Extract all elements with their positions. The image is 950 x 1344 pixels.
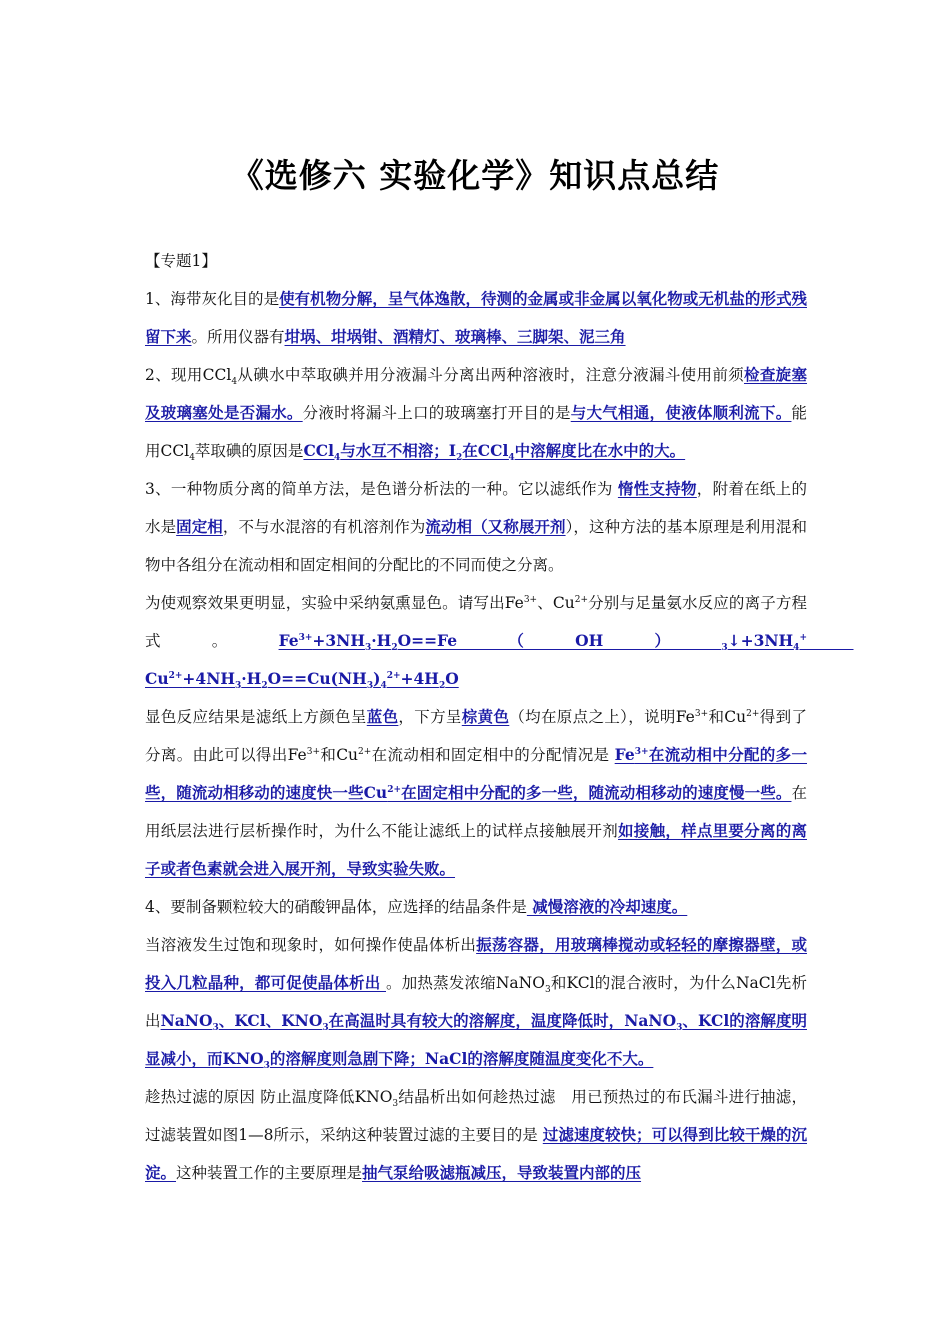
answer: 过滤速度较快；可以得到比较干燥的沉淀。 (145, 1125, 807, 1182)
superscript: 3+ (523, 594, 538, 605)
superscript: 2+ (574, 594, 589, 605)
paragraph-6 (145, 888, 807, 926)
text: 在固定相中分配的多一些，随流动相移动的速度慢一些。 (401, 783, 792, 802)
text: 当溶液发生过饱和现象时，如何操作使晶体析出 (145, 936, 477, 954)
subscript: 3 (392, 1099, 399, 1110)
text: O==Cu(NH (267, 669, 367, 688)
superscript: 2+ (746, 708, 760, 719)
text: 在流动相中分配的多一些，随流动相移动的速度快一些Cu (145, 745, 807, 802)
text: 和KCl的混合液时，为什么NaCl先析出 (145, 974, 807, 1030)
text: ) (373, 669, 381, 688)
text: ，下方呈 (398, 708, 462, 726)
subscript: 4 (508, 453, 515, 464)
text: 在用纸层法进行层析操作时，为什么不能让滤纸上的试样点接触展开剂 (145, 784, 807, 840)
text: +3NH (312, 631, 365, 650)
text: NaNO (160, 1011, 213, 1030)
answer: 减慢溶液的冷却速度。 (526, 897, 688, 916)
superscript: 2+ (387, 784, 402, 795)
text: ↓+3NH (727, 631, 794, 650)
text: 为使观察效果更明显，实验中采纳氨熏显色。请写出Fe (145, 594, 524, 612)
text: CCl (303, 441, 334, 460)
text: 在高温时具有较大的溶解度，温度降低时，NaNO (328, 1011, 677, 1030)
subscript: 4 (231, 377, 238, 388)
text: O==Fe（OH） (397, 631, 722, 650)
text: 得到了分离。由此可以得出Fe (145, 708, 807, 764)
superscript: 2+ (386, 670, 401, 681)
text: 能用CCl (145, 404, 807, 460)
text: 3、一种物质分离的简单方法，是色谱分析法的一种。它以滤纸作为 (145, 480, 618, 498)
answer: 与大气相通，使液体顺利流下。 (570, 403, 792, 422)
text: 、KCl、KNO (218, 1011, 323, 1030)
paragraph-5 (145, 698, 807, 888)
text: 分别与足量氨水反应的离子方程式。 (145, 594, 807, 650)
answer: 振荡容器，用玻璃棒搅动或轻轻的摩擦器壁，或投入几粒晶种，都可促使晶体析出 (145, 935, 807, 992)
paragraph-8 (145, 1078, 807, 1192)
superscript: 2+ (358, 746, 372, 757)
subscript: 2 (438, 681, 446, 692)
text: ，附着在纸上的水是 (145, 480, 807, 536)
superscript: 3+ (694, 708, 709, 719)
text: 与水互不相溶；I (340, 441, 457, 460)
text: 和Cu (320, 746, 359, 764)
answer: 棕黄色 (461, 707, 510, 726)
text: 在流动相和固定相中的分配情况是 (371, 746, 615, 764)
subscript: 2 (456, 453, 463, 464)
answer (145, 1011, 807, 1072)
answer: 检查旋塞及玻璃塞处是否漏水。 (145, 365, 807, 422)
subscript: 4 (334, 453, 341, 464)
subscript: 3 (721, 643, 728, 654)
text: 在CCl (462, 441, 509, 460)
subscript: 4 (189, 453, 195, 464)
subscript: 4 (793, 643, 800, 654)
subscript: 3 (365, 643, 372, 654)
subscript: 3 (322, 1023, 329, 1034)
text: 和Cu (708, 708, 747, 726)
text: 、KCl的溶解度明显减小，而KNO (145, 1011, 807, 1068)
text: 中溶解度比在水中的大。 (514, 441, 686, 460)
subscript: 2 (391, 643, 398, 654)
answer: 坩埚、坩埚钳、酒精灯、玻璃棒、三脚架、泥三角 (284, 327, 626, 346)
text: 。所用仪器有 (191, 328, 285, 346)
page-title: 《选修六 实验化学》知识点总结 (230, 156, 720, 195)
section-heading: 【专题1】 (145, 252, 217, 270)
text: ·H (371, 631, 392, 650)
subscript: 3 (212, 1023, 219, 1034)
text: ，不与水混溶的有机溶剂作为 (222, 518, 426, 536)
text: 2、现用CCl (145, 366, 232, 384)
superscript: 2+ (168, 670, 183, 681)
paragraph-1 (145, 280, 807, 356)
text: 分液时将漏斗上口的玻璃塞打开目的是 (302, 404, 571, 422)
answer: 固定相 (176, 517, 223, 536)
text: 的溶解度则急剧下降；NaCl的溶解度随温度变化不大。 (269, 1049, 654, 1068)
answer: 如接触，样点里要分离的离子或者色素就会进入展开剂，导致实验失败。 (145, 821, 807, 878)
text: Fe (278, 631, 299, 650)
answer: 蓝色 (366, 707, 399, 726)
text: Fe (614, 745, 635, 764)
text: +4NH (182, 669, 236, 688)
subscript: 2 (261, 681, 268, 692)
subscript: 3 (263, 1061, 270, 1072)
subscript: 3 (544, 985, 551, 996)
text: 趁热过滤的原因 防止温度降低KNO (145, 1088, 393, 1106)
document-body (145, 242, 807, 1192)
superscript: + (799, 632, 807, 643)
text: Cu (145, 669, 169, 688)
subscript: 3 (676, 1023, 683, 1034)
text: 结晶析出如何趁热过滤 用已预热过的布氏漏斗进行抽滤，过滤装置如图1—8所示，采纳这种装置过滤的主要目的是 (145, 1088, 807, 1144)
text: ），这种方法的基本原理是利用混和物中各组分在流动相和固定相间的分配比的不同而使之分离。 (145, 518, 807, 574)
superscript: 3+ (298, 632, 313, 643)
text: 从碘水中萃取碘并用分液漏斗分离出两种溶液时，注意分液漏斗使用前须 (237, 366, 744, 384)
paragraph-3 (145, 470, 807, 584)
subscript: 4 (380, 681, 387, 692)
subscript: 3 (366, 681, 374, 692)
text: 显色反应结果是滤纸上方颜色呈 (145, 708, 367, 726)
paragraph-2 (145, 356, 807, 470)
text: O (445, 669, 459, 688)
answer: 抽气泵给吸滤瓶减压，导致装置内部的压 (362, 1163, 642, 1182)
subscript: 3 (235, 681, 242, 692)
text: 4、要制备颗粒较大的硝酸钾晶体，应选择的结晶条件是 (145, 898, 527, 916)
text: ·H (241, 669, 262, 688)
text: 。加热蒸发浓缩NaNO (386, 974, 545, 992)
text: 1、海带灰化目的是 (145, 290, 280, 308)
answer: 流动相（又称展开剂 (425, 517, 566, 536)
answer: 使有机物分解，呈气体逸散，待测的金属或非金属以氧化物或无机盐的形式残留下来 (145, 289, 807, 346)
paragraph-4 (145, 584, 807, 698)
text: （均在原点之上），说明Fe (509, 708, 695, 726)
text: 萃取碘的原因是 (194, 442, 304, 460)
paragraph-7 (145, 926, 807, 1078)
text: +4H (400, 669, 439, 688)
superscript: 3+ (306, 746, 320, 757)
text: 、Cu (537, 594, 575, 612)
text: 这种装置工作的主要原理是 (176, 1164, 363, 1182)
answer: 惰性支持物 (617, 479, 697, 498)
superscript: 3+ (634, 746, 649, 757)
answer (303, 441, 686, 464)
